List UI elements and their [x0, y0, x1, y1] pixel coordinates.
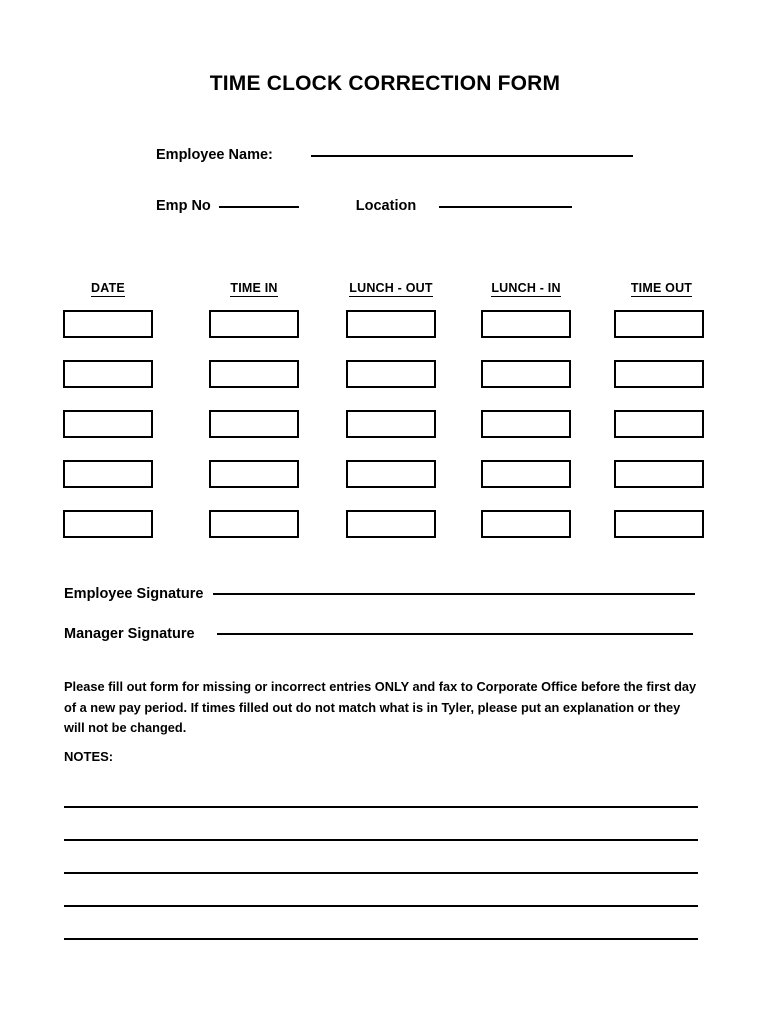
column-header-lunch-in-label: LUNCH - IN — [491, 281, 561, 295]
table-row — [63, 360, 698, 388]
notes-line-input[interactable] — [64, 841, 698, 874]
manager-signature-row — [64, 626, 693, 642]
employee-signature-input[interactable] — [213, 593, 695, 595]
notes-line-input[interactable] — [64, 907, 698, 940]
cell-date[interactable] — [63, 360, 153, 388]
emp-no-label: Emp No — [156, 198, 211, 214]
notes-label: NOTES: — [64, 749, 114, 764]
notes-line-input[interactable] — [64, 874, 698, 907]
cell-time-in[interactable] — [209, 410, 299, 438]
employee-name-input[interactable] — [311, 155, 633, 157]
employee-name-label: Employee Name: — [156, 147, 273, 163]
cell-time-out[interactable] — [614, 460, 704, 488]
cell-time-in[interactable] — [209, 310, 299, 338]
cell-lunch-out[interactable] — [346, 510, 436, 538]
cell-lunch-out[interactable] — [346, 310, 436, 338]
notes-line-input[interactable] — [64, 775, 698, 808]
emp-no-location-row — [156, 198, 572, 214]
cell-lunch-out[interactable] — [346, 360, 436, 388]
cell-lunch-in[interactable] — [481, 460, 571, 488]
cell-time-out[interactable] — [614, 360, 704, 388]
page-title: TIME CLOCK CORRECTION FORM — [209, 72, 561, 95]
column-header-lunch-out-label: LUNCH - OUT — [349, 281, 433, 295]
notes-lines — [64, 775, 698, 940]
cell-date[interactable] — [63, 510, 153, 538]
cell-lunch-in[interactable] — [481, 360, 571, 388]
column-header-time-out-label: TIME OUT — [630, 281, 693, 295]
cell-lunch-out[interactable] — [346, 460, 436, 488]
time-entry-table — [63, 279, 698, 560]
table-row — [63, 410, 698, 438]
employee-signature-row — [64, 586, 695, 602]
table-row — [63, 460, 698, 488]
cell-time-out[interactable] — [614, 410, 704, 438]
cell-lunch-in[interactable] — [481, 310, 571, 338]
column-header-time-in — [209, 279, 299, 297]
cell-time-in[interactable] — [209, 460, 299, 488]
table-header-row — [63, 279, 698, 297]
location-input[interactable] — [439, 206, 572, 208]
column-header-time-out — [614, 279, 709, 297]
manager-signature-input[interactable] — [217, 633, 693, 635]
cell-lunch-in[interactable] — [481, 410, 571, 438]
employee-signature-label: Employee Signature — [64, 586, 204, 602]
manager-signature-label: Manager Signature — [64, 626, 195, 642]
column-header-date — [63, 279, 153, 297]
column-header-date-label: DATE — [91, 281, 125, 295]
instructions-text: Please fill out form for missing or incorrect entries ONLY and fax to Corporate Office before the first day of a new pay period. If times filled out do not match what is in Tyler, please put an explanation or they will not be changed. — [64, 679, 697, 735]
cell-time-in[interactable] — [209, 360, 299, 388]
table-row — [63, 310, 698, 338]
employee-name-row — [156, 147, 633, 163]
cell-time-in[interactable] — [209, 510, 299, 538]
column-header-lunch-in — [481, 279, 571, 297]
column-header-lunch-out — [346, 279, 436, 297]
cell-lunch-out[interactable] — [346, 410, 436, 438]
cell-time-out[interactable] — [614, 510, 704, 538]
table-row — [63, 510, 698, 538]
cell-date[interactable] — [63, 460, 153, 488]
cell-time-out[interactable] — [614, 310, 704, 338]
column-header-time-in-label: TIME IN — [230, 281, 278, 295]
cell-lunch-in[interactable] — [481, 510, 571, 538]
notes-line-input[interactable] — [64, 808, 698, 841]
emp-no-input[interactable] — [219, 206, 299, 208]
cell-date[interactable] — [63, 310, 153, 338]
cell-date[interactable] — [63, 410, 153, 438]
location-label: Location — [355, 198, 417, 214]
